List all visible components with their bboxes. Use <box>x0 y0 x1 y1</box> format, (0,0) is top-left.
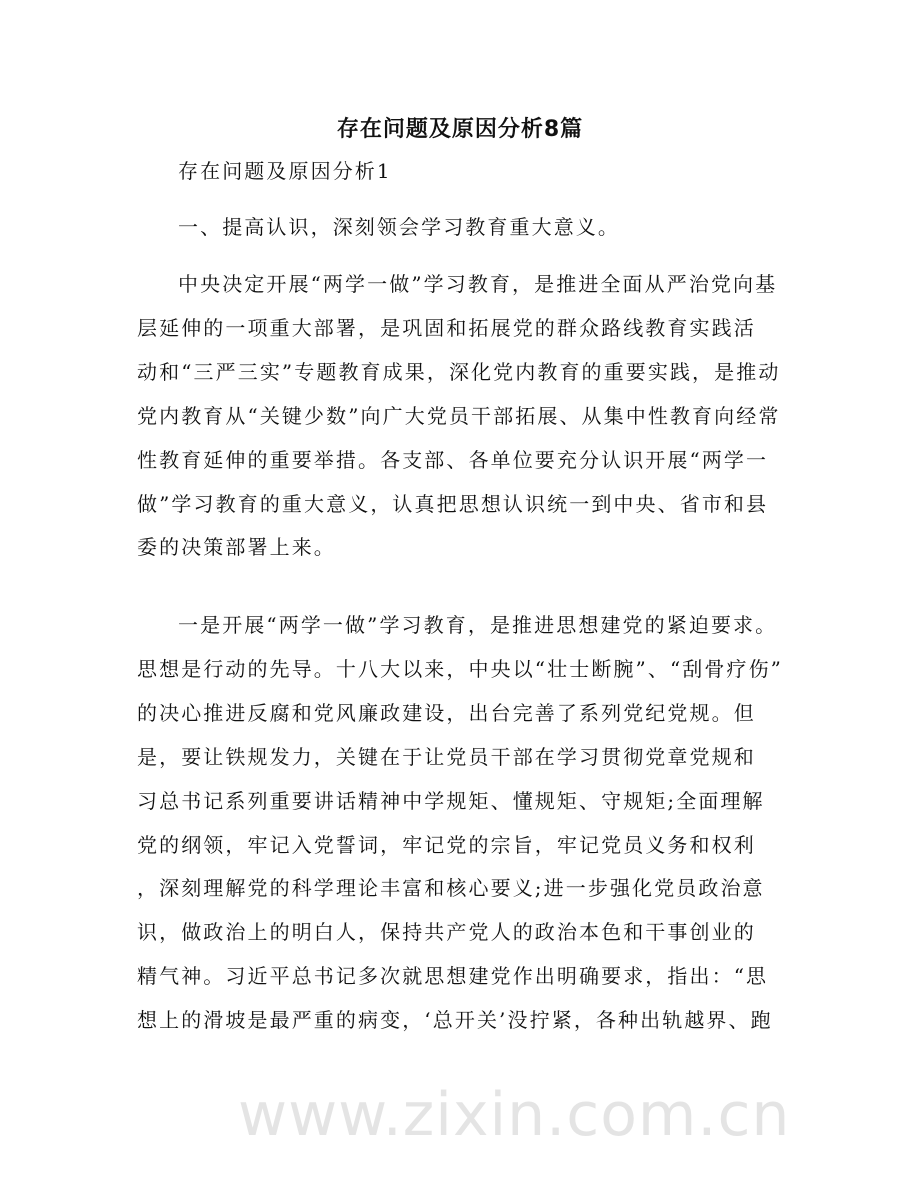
section-heading: 一、提高认识，深刻领会学习教育重大意义。 <box>178 215 620 239</box>
paragraph-line: 精气神。习近平总书记多次就思想建党作出明确要求，指出：“思 <box>137 964 769 989</box>
paragraph-line: 的决心推进反腐和党风廉政建设，出台完善了系列党纪党规。但 <box>137 700 756 725</box>
paragraph-line: 想上的滑坡是最严重的病变，‘总开关’没拧紧，各种出轨越界、跑 <box>137 1008 773 1033</box>
paragraph-line: 中央决定开展“两学一做”学习教育，是推进全面从严治党向基 <box>178 272 778 296</box>
paragraph-line: 委的决策部署上来。 <box>137 535 336 560</box>
paragraph-line: 党的纲领，牢记入党誓词，牢记党的宗旨，牢记党员义务和权利 <box>137 832 756 857</box>
document-title: 存在问题及原因分析8篇 <box>336 117 584 142</box>
paragraph-line: 是，要让铁规发力，关键在于让党员干部在学习贯彻党章党规和 <box>137 744 756 769</box>
paragraph-line: 层延伸的一项重大部署，是巩固和拓展党的群众路线教育实践活 <box>137 315 756 340</box>
paragraph-line: 党内教育从“关键少数”向广大党员干部拓展、从集中性教育向经常 <box>137 403 781 428</box>
section-heading: 存在问题及原因分析1 <box>178 159 392 183</box>
paragraph-line: 一是开展“两学一做”学习教育，是推进思想建党的紧迫要求。 <box>178 613 778 637</box>
paragraph-line: 识，做政治上的明白人，保持共产党人的政治本色和干事创业的 <box>137 920 756 945</box>
paragraph-line: ，深刻理解党的科学理论丰富和核心要义;进一步强化党员政治意 <box>137 876 765 901</box>
watermark: www.zixin.com.cn <box>238 1080 791 1150</box>
paragraph-line: 性教育延伸的重要举措。各支部、各单位要充分认识开展“两学一 <box>137 447 769 472</box>
paragraph-line: 做”学习教育的重大意义，认真把思想认识统一到中央、省市和县 <box>137 491 769 516</box>
paragraph-line: 思想是行动的先导。十八大以来，中央以“壮士断腕”、“刮骨疗伤” <box>137 656 783 681</box>
paragraph-line: 动和“三严三实”专题教育成果，深化党内教育的重要实践，是推动 <box>137 359 781 384</box>
paragraph-line: 习总书记系列重要讲话精神中学规矩、懂规矩、守规矩;全面理解 <box>137 788 765 813</box>
